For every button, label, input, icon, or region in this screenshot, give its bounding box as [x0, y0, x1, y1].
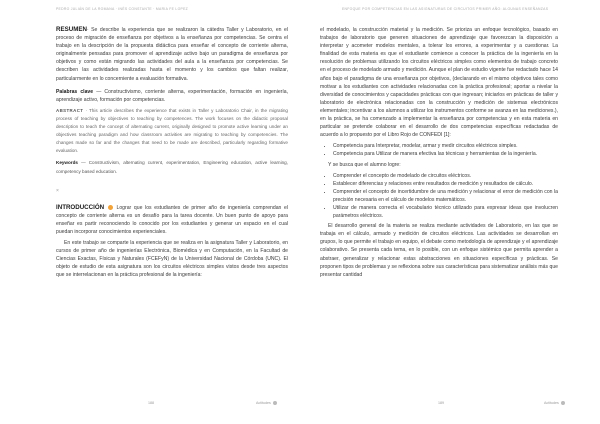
list-item: • Comprender el concepto de incertidumbre de una medición y relacionar el error de medición con la precisión necesaria en el cálculo de modelos matemáticos.: [333, 188, 558, 204]
intro-label: INTRODUCCIÓN: [56, 203, 105, 211]
palabras-clave-paragraph: [56, 88, 288, 104]
palabras-clave-label: Palabras clave: [56, 88, 94, 95]
intro-text-1: Lograr que los estudiantes de primer año de ingeniería comprendan el concepto de corriente alterna es un desafío para la tarea docente. Un buen punto de apoyo para enseñar es partir reconociendo lo conocido por los estudiantes y generar un espacio en el cual puedan incorporar conocimientos experienciales.: [56, 204, 288, 235]
logros-list: [320, 172, 558, 221]
left-column: [56, 26, 288, 283]
list-item: • Competencia para Utilizar de manera efectiva las técnicas y herramientas de la ingeniería.: [333, 150, 558, 158]
keywords-paragraph: [56, 159, 288, 175]
brand-logo-icon: [273, 401, 277, 405]
list-item: • Competencia para Interpretar, modelar, armar y medir circuitos eléctricos simples.: [333, 142, 558, 150]
page-number-left: 188: [148, 401, 154, 405]
resumen-text: · Se describe la experiencia que se realizaron la cátedra Taller y Laboratorio, en el proceso de migración de enseñanza por objetivos a la enseñanza por competencias. Se centra el trabajo en la descripción de la propuesta didáctica para enseñar el concepto de corriente alterna, originalmente pensadas para promover el aprendizaje activo bajo un paradigma de enseñanza por objetivos y como están migrando las actividades del aula a la enseñanza por competencias. Se describen las actividades realizadas hasta el momento y los cambios que faltan realizar, particularmente en lo concerniente a evaluación formativa.: [56, 27, 288, 82]
list-item: • Comprender el concepto de modelado de circuitos eléctricos.: [333, 172, 558, 180]
list-item: • Utilizar de manera correcta el vocabulario técnico utilizado para expresar ideas que involucren parámetros eléctricos.: [333, 204, 558, 220]
brand-left: [256, 401, 277, 405]
running-header-left: PEDRO JULIÁN DE LA ROMANA · INÉS CONSTANTE · MARIA FE LOPEZ: [56, 7, 188, 11]
running-header-right: ENFOQUE POR COMPETENCIAS EN LAS ASIGNATURAS DE CIRCUITOS PRIMER AÑO: ALGUNAS ENSEÑANZAS: [342, 7, 549, 11]
abstract-paragraph: [56, 107, 288, 156]
right-paragraph-2: Y se busca que el alumno logre:: [328, 161, 401, 168]
list-item: • Establecer diferencias y relaciones entre resultados de medición y resultados de cálculo.: [333, 180, 558, 188]
keywords-label: Keywords: [56, 160, 78, 166]
right-paragraph-3: El desarrollo general de la materia se realiza mediante actividades de Laboratorio, en las que se trabaja en el cálculo, armado y medición de circuitos eléctricos. Las actividades se desarrollan en grupos, lo que permite el trabajo en equipo, el debate como metodología de aprendizaje y el aprendizaje colaborativo. Se presenta cada tema, en lo posible, con un enfoque sistémico que permita aprender a abstraer, generalizar y relacionar estas abstracciones en situaciones específicas y prácticas. Se proponen tipos de problemas y se reflexiona sobre sus características para sistematizar análisis más que presentar cantidad: [320, 223, 558, 278]
brand-logo-icon: [561, 401, 565, 405]
resumen-paragraph: [56, 26, 288, 83]
keywords-text: — Constructivism, alternating current, experimentation, Engineering education, active learning, competency based education.: [56, 160, 289, 174]
abstract-label: ABSTRACT: [56, 107, 84, 113]
competencias-list: [320, 142, 558, 158]
page-number-right: 189: [438, 401, 444, 405]
palabras-clave-text: — Constructivismo, corriente alterna, experimentación, formación en ingeniería, aprendizaje activo, formación por competencias.: [56, 88, 289, 103]
bullet-dot-icon: [108, 205, 113, 210]
resumen-label: RESUMEN: [56, 26, 87, 33]
brand-right: [544, 401, 565, 405]
intro-paragraph-2: En este trabajo se comparte la experiencia que se realiza en la asignatura Taller y Laboratorio, en cursos de primer año de ingenierías Electrónica, Biomédica y en Computación, en la Facultad de Ciencias Exactas, Físicas y Naturales (FCEFyN) de la Universidad Nacional de Córdoba (UNC). El objeto de estudio de esta asignatura son los circuitos eléctricos simples vistos desde tres aspectos que se interrelacionan en la práctica profesional de la ingeniería:: [56, 240, 288, 279]
right-page: [300, 0, 600, 424]
brand-text-right: Actitudes: [544, 401, 559, 405]
section-separator: ×: [56, 187, 59, 194]
right-paragraph-1: el modelado, la construcción material y la medición. Se prioriza un enfoque tecnológico, basado en trabajos de laboratorio que generen situaciones de aprendizaje que favorezcan la disposición a interpretar y acometer modelos mentales, a tolerar los errores, a experimentar y a cuestionar. La finalidad de esta materia es que el estudiante comience a conocer la práctica de la ingeniería en la resolución de problemas utilizando los circuitos eléctricos simples como elementos de trabajo concreto en el proceso de modelado armado y medición. Aunque el plan de estudio vigente fue redactado hace 14 años bajo el paradigma de una enseñanza por objetivos, (declarando en el mismo objetivos tales como motivar a los estudiantes con actividades relacionadas con la práctica profesional; aportar a nivelar la diversidad de conocimientos y capacidades prácticas con que ingresan; iniciarlos en prácticas de taller y laboratorio de electrónica relacionadas con la construcción y medición de sistemas electrónicos elementales; incentivar a los alumnos a utilizar los instrumentos conforme se avanza en las mediciones.), en la práctica, se ha comenzado a implementar la enseñanza por competencias y en esta materia en particular se pretende colaborar en el desarrollo de dos competencias específicas redactadas de acuerdo a lo propuesto por el Libro Rojo de CONFEDI [1]:: [320, 27, 558, 139]
right-column: [320, 26, 558, 282]
abstract-text: · This article describes the experience that exists in Taller y Laboratorio Chair, in the migrating process of teaching by objectives to teaching by competences. The work focuses on the didactic proposal description to teach the concept of alternating current, originally designed to promote active learning under an objectives teaching paradigm and how classroom activities are migrating to teaching by competencies. The changes made so far and the changes that need to be made are described, particularly regarding formative evaluation.: [56, 107, 288, 154]
intro-paragraph-1: [56, 204, 288, 236]
brand-text-left: Actitudes: [256, 401, 271, 405]
